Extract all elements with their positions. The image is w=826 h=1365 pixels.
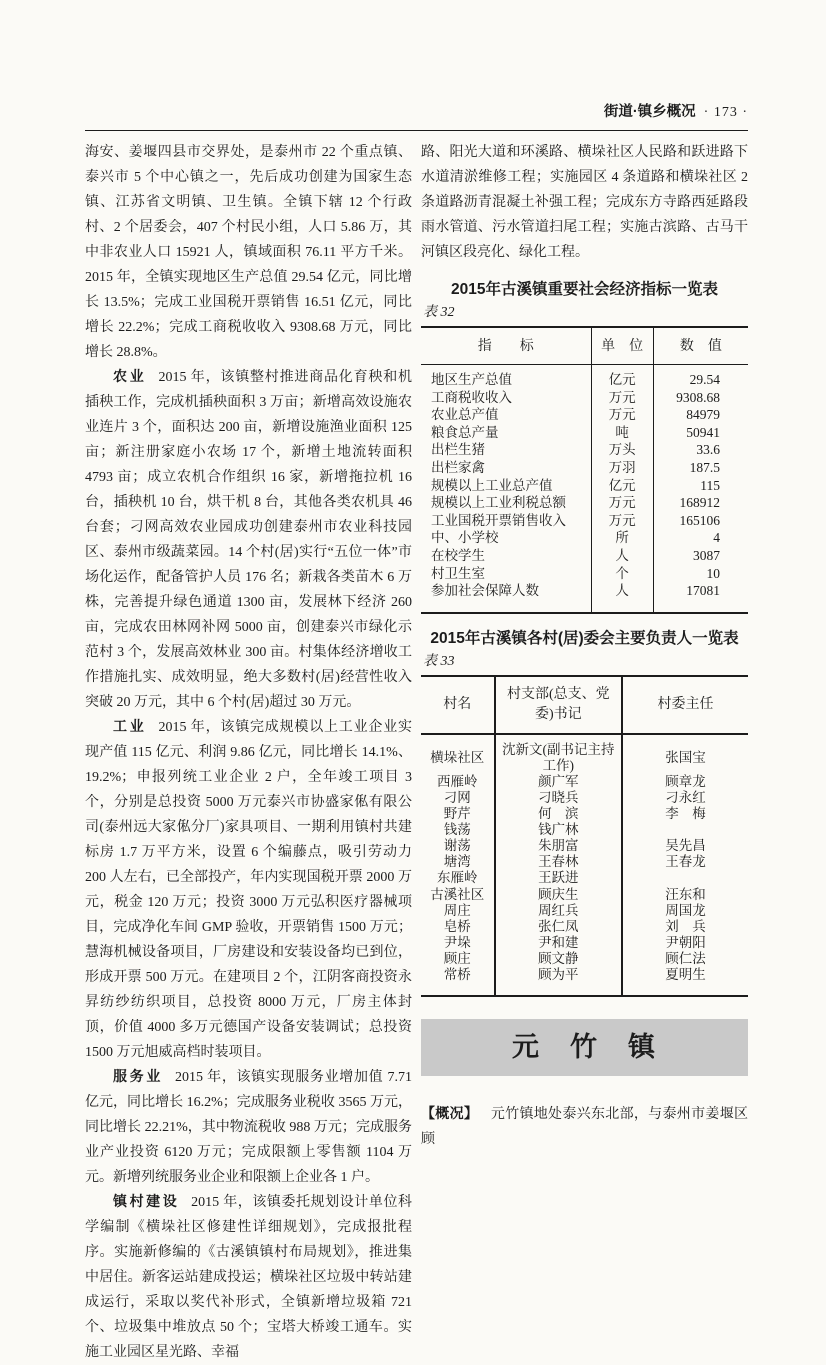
right-column (421, 140, 748, 1365)
section-banner-yuanzhu (421, 1019, 748, 1076)
table-row (421, 903, 748, 919)
table-row (421, 565, 748, 583)
table-cell (622, 822, 748, 838)
table-cell: 亿元 (591, 477, 653, 495)
table-cell: 万元 (591, 512, 653, 530)
table-cell: 张仁凤 (495, 919, 623, 935)
table-cell: 汪东和 (665, 886, 706, 902)
table-cell: 王跃进 (495, 870, 623, 886)
header-page-number: · 173 · (703, 105, 748, 120)
table-row (421, 389, 748, 407)
table-cell: 顾庄 (443, 950, 471, 966)
table32-title: 2015年古溪镇重要社会经济指标一览表 (451, 281, 718, 298)
overview-text: 元竹镇地处泰兴东北部，与泰州市姜堰区顾 (421, 1107, 749, 1148)
table-cell: 王春林 (495, 854, 623, 870)
table-row (421, 790, 748, 806)
table-cell: 尹垛 (443, 934, 471, 950)
table-body (421, 734, 748, 996)
table-row (421, 494, 748, 512)
table-row (421, 582, 748, 613)
table-row (421, 477, 748, 495)
table-cell: 3087 (693, 547, 720, 563)
table-cell: 刁晓兵 (495, 790, 623, 806)
column-header: 村支部(总支、党委)书记 (495, 676, 623, 734)
table-row (421, 967, 748, 996)
table-cell: 地区生产总值 (431, 372, 512, 387)
table-cell: 万元 (591, 494, 653, 512)
paragraph-town-construction (85, 1190, 412, 1365)
table-row (421, 424, 748, 442)
table-row (421, 854, 748, 870)
paragraph-continuation (85, 140, 412, 365)
table-cell: 何 滨 (495, 806, 623, 822)
table-cell: 顾庆生 (495, 887, 623, 903)
table-cell: 周红兵 (495, 903, 623, 919)
table-row (421, 547, 748, 565)
table-cell: 84979 (686, 407, 720, 423)
table-cell: 顾为平 (495, 967, 623, 996)
table-cell: 顾章龙 (665, 773, 706, 789)
table32-caption: 表 32 (423, 305, 455, 320)
table-cell: 刁网 (443, 790, 471, 805)
paragraph-continuation (421, 140, 748, 265)
table-cell: 187.5 (689, 459, 720, 475)
table-cell: 张国宝 (665, 749, 706, 765)
table-cell: 工业国税开票销售收入 (431, 512, 566, 528)
table-cell: 万元 (591, 406, 653, 424)
table-row (421, 365, 748, 389)
table-cell: 参加社会保障人数 (431, 583, 539, 599)
table-body (421, 365, 748, 613)
table-cell: 万羽 (591, 459, 653, 477)
paragraph-services (85, 1065, 412, 1190)
table-row (421, 459, 748, 477)
table-cell: 村卫生室 (431, 565, 485, 581)
section-banner-title: 元 竹 镇 (512, 1032, 657, 1063)
table-cell: 人 (591, 547, 653, 565)
table-cell: 尹朝阳 (665, 934, 706, 950)
table-cell: 165106 (679, 512, 720, 528)
table-row (421, 822, 748, 838)
paragraph-text: 2015 年，该镇整村推进商品化育秧和机插秧工作，完成机插秧面积 3 万亩；新增高效设施农业连片 3 个，面积达 200 亩，新增设施渔业面积 125 亩；新注册家庭小农场 17 个，新增土地流转面积 4793 亩；成立农机合作组织 16 家，新增拖拉机 16 台，插秧机 10 台，烘干机 8 台，其他各类农机具 46 台套；刁网高效农业园成功创建泰州市农业科技园区、泰州市级蔬菜园。14 个村(居)实行“五位一体”市场化运作，配备管护人员 176 名；新栽各类苗木 6 万株，完善提升绿色通道 1300 亩，发展林下经济 260 亩，完成农田林网补网 5000 亩，创建泰兴市绿化示范村 3 个，发展高效林业 300 亩。村集体经济增收工作措施扎实、成效明显，绝大多数村(居)经营性收入突破 20 万元，其中 6 个村(居)超过 30 万元。 (85, 370, 413, 710)
header-section-title: 街道·镇乡概况 (603, 104, 696, 120)
paragraph-label: 服务业 (113, 1070, 164, 1085)
page-content (85, 100, 748, 1365)
table-cell: 沈新文(副书记主持工作) (495, 734, 623, 774)
table-cell: 33.6 (696, 442, 720, 458)
table-row (421, 838, 748, 854)
table-cell: 人 (591, 582, 653, 613)
table-cell: 115 (700, 477, 720, 493)
table-cell: 顾仁法 (665, 950, 706, 966)
paragraph-text: 2015 年，该镇委托规划设计单位科学编制《横垛社区修建性详细规划》，完成报批程序。实施新修编的《古溪镇镇村布局规划》，推进集中居住。新客运站建成投运；横垛社区垃圾中转站建成运行，采取以奖代补形式，全镇新增垃圾箱 721 个、垃圾集中堆放点 50 个；宝塔大桥竣工通车。实施工业园区星光路、幸福 (85, 1195, 413, 1360)
economic-indicators-table (421, 326, 748, 614)
table-cell: 周国龙 (665, 902, 706, 918)
village-leaders-table (421, 675, 748, 997)
table-row (421, 870, 748, 886)
table-cell: 亿元 (591, 365, 653, 389)
table-row (421, 887, 748, 903)
table-cell: 古溪社区 (430, 886, 485, 902)
table-cell: 尹和建 (495, 935, 623, 951)
table-cell: 中、小学校 (431, 530, 499, 546)
table33-caption: 表 33 (423, 653, 455, 669)
table-cell: 粮食总产量 (431, 424, 499, 440)
table-cell: 9308.68 (676, 389, 720, 405)
table-header (421, 327, 748, 365)
table-cell: 王春龙 (665, 854, 706, 870)
paragraph-text: 路、阳光大道和环溪路、横垛社区人民路和跃进路下水道清淤维修工程；实施园区 4 条道路和横垛社区 2 条道路沥青混凝土补强工程；完成东方寺路西延路段雨水管道、污水管道扫尾工程；实施古滨路、古马干河镇区段亮化、绿化工程。 (421, 145, 748, 260)
paragraph-text: 海安、姜堰四县市交界处，是泰州市 22 个重点镇、泰兴市 5 个中心镇之一，先后成功创建为国家生态镇、江苏省文明镇、卫生镇。全镇下辖 12 个行政村、2 个居委会，407 个村民小组，人口 5.86 万，其中非农业人口 15921 人，镇域面积 76.11 平方千米。2015 年，全镇实现地区生产总值 29.54 亿元，同比增长 13.5%；完成工业国税开票销售 16.51 亿元，同比增长 22.2%；完成工商税收收入 9308.68 万元，同比增长 28.8%。 (85, 145, 412, 360)
table-row (421, 774, 748, 790)
table-row (421, 935, 748, 951)
column-header: 村委主任 (622, 676, 748, 734)
paragraph-agriculture (85, 365, 412, 715)
table-cell: 工商税收收入 (431, 389, 512, 405)
table-cell: 钱广林 (495, 822, 623, 838)
table-cell: 横垛社区 (430, 749, 485, 765)
table-cell: 刁永红 (665, 790, 706, 805)
table-cell: 刘 兵 (665, 918, 706, 934)
table-cell: 吴先昌 (665, 838, 706, 854)
table-cell: 东雁岭 (437, 870, 478, 886)
paragraph-overview (421, 1102, 748, 1152)
table-cell: 个 (591, 565, 653, 583)
table-cell: 皂桥 (443, 918, 471, 934)
table-cell: 周庄 (443, 902, 471, 918)
table-row (421, 441, 748, 459)
table-cell: 4 (713, 530, 720, 546)
two-column-layout (85, 140, 748, 1365)
table-cell: 万头 (591, 441, 653, 459)
table-cell: 谢荡 (443, 838, 471, 854)
paragraph-industry (85, 715, 412, 1065)
table-row (421, 529, 748, 547)
table-cell: 夏明生 (665, 967, 706, 983)
running-header (85, 100, 748, 131)
table-row (421, 951, 748, 967)
table-cell: 塘湾 (443, 854, 471, 870)
table-cell: 野芹 (443, 806, 471, 822)
table-cell: 西雁岭 (437, 773, 478, 789)
table-cell: 规模以上工业总产值 (431, 477, 553, 493)
table-cell: 常桥 (443, 967, 471, 983)
table-cell: 颜广军 (495, 774, 623, 790)
table-row (421, 512, 748, 530)
table-cell: 在校学生 (431, 547, 485, 563)
overview-label: 【概况】 (421, 1107, 479, 1123)
table-cell: 农业总产值 (431, 407, 499, 423)
table-row (421, 806, 748, 822)
table-cell: 万元 (591, 389, 653, 407)
paragraph-label: 农业 (113, 370, 147, 385)
paragraph-text: 2015 年，该镇完成规模以上工业企业实现产值 115 亿元、利润 9.86 亿元，同比增长 14.1%、19.2%；申报列统工业企业 2 户，全年竣工项目 3 个，分别是总投资 5000 万元泰兴市协盛家俬有限公司(泰州远大家俬分厂)家具项目、一期利用镇村共建标房 1.7 万平方米，设置 6 个编藤点，吸引劳动力 200 人左右，已全部投产，年内实现国税开票 2000 万元，税金 120 万元；投资 3000 万元弘积医疗器械项目，完成净化车间 GMP 验收，开票销售 1500 万元；慧海机械设备项目，厂房建设和安装设备均已到位，形成开票 500 万元。在建项目 2 个，江阴客商投资永昇纺纱纺织项目，总投资 8000 万元，厂房主体封顶，价值 4000 多万元德国产设备安装调试；总投资 1500 万元旭威高档时装项目。 (85, 720, 413, 1060)
column-header: 指 标 (421, 327, 591, 365)
table-row (421, 734, 748, 774)
column-header: 村名 (421, 676, 495, 734)
column-header: 数 值 (653, 327, 748, 365)
paragraph-label: 镇村建设 (113, 1195, 180, 1210)
table-row (421, 406, 748, 424)
table-cell: 顾文静 (495, 951, 623, 967)
table-cell: 17081 (686, 583, 720, 599)
table-cell: 李 梅 (665, 806, 706, 822)
table-cell: 钱荡 (443, 822, 471, 838)
table-cell: 29.54 (689, 372, 720, 387)
table-cell: 出栏家禽 (431, 459, 485, 475)
table-cell: 吨 (591, 424, 653, 442)
table-cell: 朱朋富 (495, 838, 623, 854)
table-cell (622, 870, 748, 886)
table-cell: 168912 (679, 495, 720, 511)
table-cell: 所 (591, 529, 653, 547)
paragraph-label: 工业 (113, 720, 147, 735)
table-cell: 50941 (686, 424, 720, 440)
table-header-row (421, 676, 748, 734)
table-row (421, 919, 748, 935)
left-column (85, 140, 412, 1365)
table-header (421, 676, 748, 734)
table-cell: 出栏生猪 (431, 442, 485, 458)
table-cell: 10 (706, 565, 720, 581)
table33-title: 2015年古溪镇各村(居)委会主要负责人一览表 (430, 629, 739, 647)
paragraph-text: 2015 年，该镇实现服务业增加值 7.71 亿元，同比增长 16.2%；完成服务业税收 3565 万元，同比增长 22.21%，其中物流税收 988 万元；完成服务业产业投资 6120 万元；完成限额上零售额 1104 万元。新增列统服务业企业和限额上企业各 1 户。 (85, 1070, 413, 1185)
table-cell: 规模以上工业利税总额 (431, 495, 566, 511)
table-header-row (421, 327, 748, 365)
column-header: 单 位 (591, 327, 653, 365)
